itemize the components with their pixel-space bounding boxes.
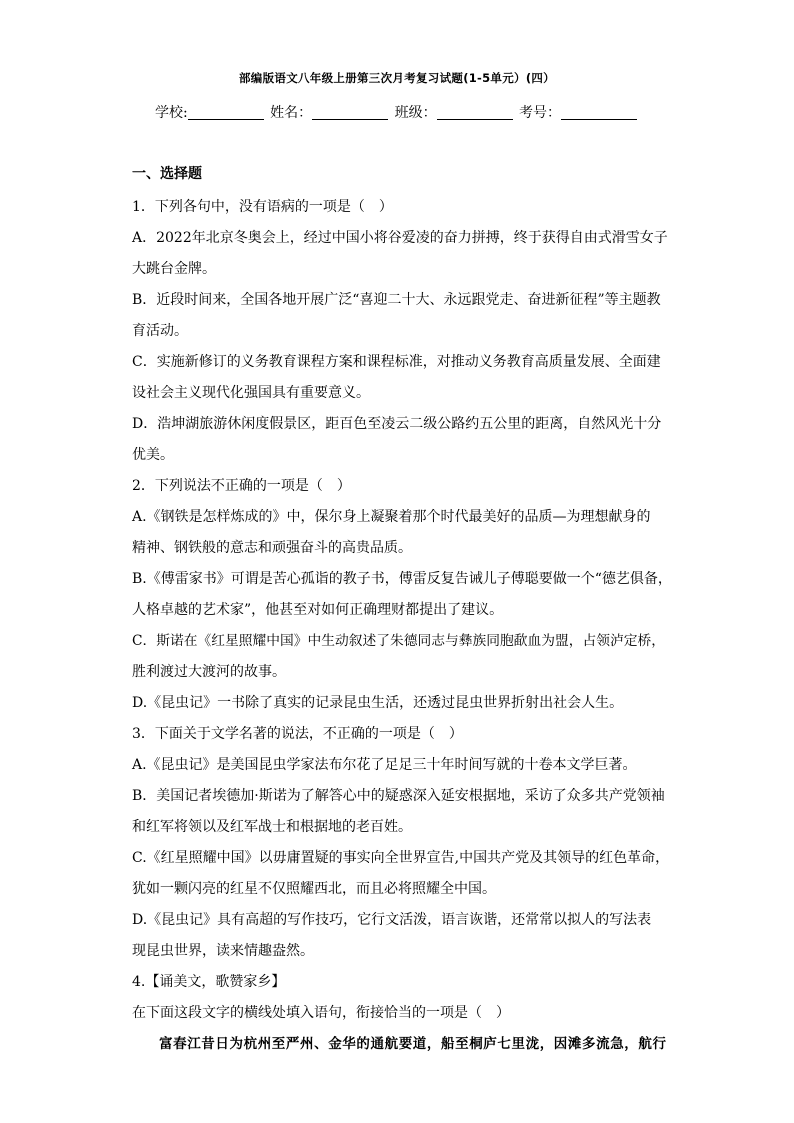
q1-option-c: C．实施新修订的义务教育课程方案和课程标准，对推动义务教育高质量发展、全面建 — [132, 354, 661, 370]
q4-title: 4.【诵美文，歌赞家乡】 — [132, 974, 286, 990]
exam-number-blank[interactable] — [561, 105, 637, 120]
q3-option-c-cont: 犹如一颗闪亮的红星不仅照耀西北，而且必将照耀全中国。 — [132, 881, 496, 897]
q2-option-b: B.《傅雷家书》可谓是苦心孤诣的教子书，傅雷反复告诫儿子傅聪要做一个“德艺俱备， — [132, 571, 672, 587]
q2-option-c: C．斯诺在《红星照耀中国》中生动叙述了朱德同志与彝族同胞歃血为盟，占领泸定桥， — [132, 633, 666, 649]
section-heading: 一、选择题 — [132, 166, 202, 182]
exam-title: 部编版语文八年级上册第三次月考复习试题(1-5单元）(四） — [239, 71, 555, 85]
q3-option-d-cont: 现昆虫世界，读来情趣盎然。 — [132, 943, 314, 959]
q1-option-d: D．浩坤湖旅游休闲度假景区，距百色至凌云二级公路约五公里的距离，自然风光十分 — [132, 416, 662, 432]
q1-option-a-cont: 大跳台金牌。 — [132, 261, 216, 277]
q1-option-b: B．近段时间来，全国各地开展广泛“喜迎二十大、永远跟党走、奋进新征程”等主题教 — [132, 292, 661, 308]
class-blank[interactable] — [437, 105, 513, 120]
student-info-row — [0, 102, 794, 122]
q1-option-b-cont: 育活动。 — [132, 323, 188, 339]
q3-option-a: A.《昆虫记》是美国昆虫学家法布尔花了足足三十年时间写就的十卷本文学巨著。 — [132, 757, 637, 773]
question-body — [132, 164, 672, 1029]
q3-option-d: D.《昆虫记》具有高超的写作技巧，它行文活泼，语言诙谐，还常常以拟人的写法表 — [132, 912, 652, 928]
q2-option-c-cont: 胜利渡过大渡河的故事。 — [132, 664, 286, 680]
q2-option-d: D.《昆虫记》一书除了真实的记录昆虫生活，还透过昆虫世界折射出社会人生。 — [132, 695, 624, 711]
q1-option-a: A．2022年北京冬奥会上，经过中国小将谷爱凌的奋力拼搏，终于获得自由式滑雪女子 — [132, 230, 668, 246]
school-blank[interactable] — [188, 105, 264, 120]
q2-option-a: A.《钢铁是怎样炼成的》中，保尔身上凝聚着那个时代最美好的品质—为理想献身的 — [132, 509, 651, 525]
q2-option-b-cont: 人格卓越的艺术家”，他甚至对如何正确理财都提出了建议。 — [132, 602, 504, 618]
q2-option-a-cont: 精神、钢铁般的意志和顽强奋斗的高贵品质。 — [132, 540, 412, 556]
q3-option-b-cont: 和红军将领以及红军战士和根据地的老百姓。 — [132, 819, 412, 835]
q1-stem: 1．下列各句中，没有语病的一项是（ ） — [132, 199, 393, 215]
class-label: 班级： — [394, 105, 437, 121]
q1-option-d-cont: 优美。 — [132, 447, 174, 463]
reading-passage-line: 富春江昔日为杭州至严州、金华的通航要道，船至桐庐七里泷，因滩多流急，航行 — [159, 1036, 667, 1052]
q3-option-c: C.《红星照耀中国》以毋庸置疑的事实向全世界宣告,中国共产党及其领导的红色革命， — [132, 850, 670, 866]
q1-option-c-cont: 设社会主义现代化强国具有重要意义。 — [132, 385, 370, 401]
q3-stem: 3．下面关于文学名著的说法，不正确的一项是（ ） — [132, 726, 463, 742]
q2-stem: 2．下列说法不正确的一项是（ ） — [132, 478, 351, 494]
name-blank[interactable] — [312, 105, 388, 120]
school-label: 学校: — [154, 105, 188, 121]
q3-option-b: B．美国记者埃德加·斯诺为了解答心中的疑惑深入延安根据地，采访了众多共产党领袖 — [132, 788, 665, 804]
exam-number-label: 考号： — [519, 105, 562, 121]
name-label: 姓名： — [270, 105, 313, 121]
q4-stem: 在下面这段文字的横线处填入语句，衔接恰当的一项是（ ） — [132, 1005, 510, 1021]
